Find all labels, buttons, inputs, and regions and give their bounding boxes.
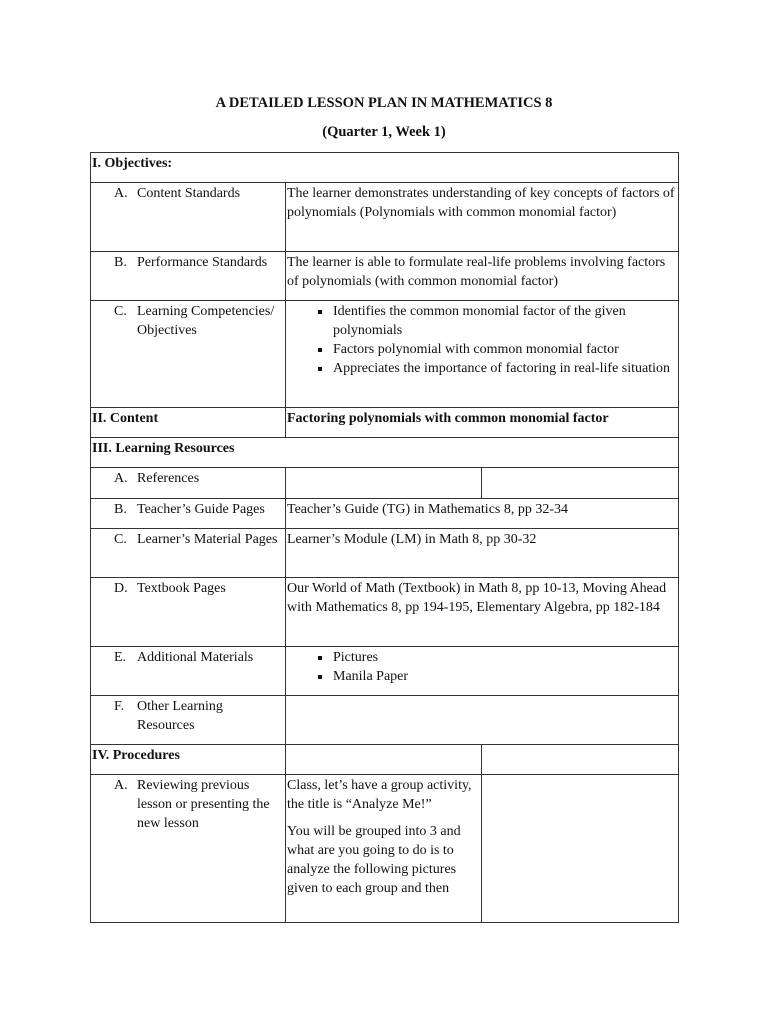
content-standards-row <box>91 183 679 252</box>
item-letter: A. <box>114 471 128 486</box>
competencies-label: Learning Competencies/ Objectives <box>137 304 275 338</box>
reviewing-paragraph-2: You will be grouped into 3 and what are you going to do is to analyze the following pictures given to each group and then <box>287 824 461 896</box>
reviewing-label: Reviewing previous lesson or presenting the new lesson <box>137 778 270 831</box>
references-label-cell <box>91 468 286 499</box>
competencies-row <box>91 301 679 408</box>
competencies-label-cell <box>91 301 286 408</box>
list-item: ▪ Factors polynomial with common monomial factor <box>332 340 676 359</box>
page-subtitle: (Quarter 1, Week 1) <box>322 124 446 140</box>
list-item: ▪ Pictures <box>332 648 676 667</box>
content-standards-label-cell <box>91 183 286 252</box>
item-letter: C. <box>114 304 127 319</box>
content-row <box>91 408 679 438</box>
additional-materials-list <box>287 648 676 686</box>
teachers-guide-label-cell <box>91 499 286 529</box>
additional-materials-list-cell <box>286 647 679 696</box>
other-resources-row <box>91 696 679 745</box>
performance-standards-label: Performance Standards <box>137 255 268 270</box>
reviewing-paragraph-1: Class, let’s have a group activity, the title is “Analyze Me!” <box>287 778 472 812</box>
textbook-label: Textbook Pages <box>137 581 226 596</box>
resources-header-row <box>91 438 679 468</box>
teachers-guide-text: Teacher’s Guide (TG) in Mathematics 8, pp 32-34 <box>286 499 679 529</box>
resources-header: III. Learning Resources <box>91 438 679 468</box>
lesson-plan-table <box>90 152 679 923</box>
objectives-header: I. Objectives: <box>91 153 679 183</box>
item-letter: E. <box>114 650 127 665</box>
teachers-guide-label: Teacher’s Guide Pages <box>137 502 265 517</box>
performance-standards-text: The learner is able to formulate real-life problems involving factors of polynomials (with common monomial factor) <box>286 252 679 301</box>
learners-material-label-cell <box>91 529 286 578</box>
textbook-row <box>91 578 679 647</box>
textbook-text: Our World of Math (Textbook) in Math 8, pp 10-13, Moving Ahead with Mathematics 8, pp 194-195, Elementary Algebra, pp 182-184 <box>286 578 679 647</box>
learners-material-label: Learner’s Material Pages <box>137 532 278 547</box>
page-title: A DETAILED LESSON PLAN IN MATHEMATICS 8 <box>215 95 553 111</box>
item-letter: A. <box>114 186 128 201</box>
procedures-header: IV. Procedures <box>91 745 286 775</box>
reviewing-label-cell <box>91 775 286 923</box>
content-header: II. Content <box>91 408 286 438</box>
learners-material-text: Learner’s Module (LM) in Math 8, pp 30-32 <box>286 529 679 578</box>
reviewing-notes-cell <box>482 775 679 923</box>
procedures-header-cell-2 <box>482 745 679 775</box>
additional-materials-label: Additional Materials <box>137 650 254 665</box>
item-letter: D. <box>114 581 128 596</box>
other-resources-label: Other Learning Resources <box>137 699 223 733</box>
other-resources-label-cell <box>91 696 286 745</box>
item-letter: F. <box>114 699 125 714</box>
other-resources-cell <box>286 696 679 745</box>
content-standards-text: The learner demonstrates understanding of key concepts of factors of polynomials (Polynomials with common monomial factor) <box>286 183 679 252</box>
reviewing-text-cell <box>286 775 482 923</box>
references-row <box>91 468 679 499</box>
additional-materials-label-cell <box>91 647 286 696</box>
performance-standards-row <box>91 252 679 301</box>
textbook-label-cell <box>91 578 286 647</box>
content-standards-label: Content Standards <box>137 186 241 201</box>
item-letter: B. <box>114 255 127 270</box>
performance-standards-label-cell <box>91 252 286 301</box>
list-item: ▪ Manila Paper <box>332 667 676 686</box>
additional-materials-row <box>91 647 679 696</box>
content-text: Factoring polynomials with common monomial factor <box>286 408 679 438</box>
procedures-header-row <box>91 745 679 775</box>
item-letter: B. <box>114 502 127 517</box>
procedures-header-cell-1 <box>286 745 482 775</box>
references-label: References <box>137 471 200 486</box>
reviewing-row <box>91 775 679 923</box>
list-item: ▪ Appreciates the importance of factoring in real-life situation <box>332 359 676 378</box>
competencies-list-cell <box>286 301 679 408</box>
references-cell-1 <box>286 468 482 499</box>
item-letter: C. <box>114 532 127 547</box>
list-item: ▪ Identifies the common monomial factor of the given polynomials <box>332 302 676 340</box>
competencies-list <box>287 302 676 378</box>
objectives-header-row <box>91 153 679 183</box>
references-cell-2 <box>482 468 679 499</box>
teachers-guide-row <box>91 499 679 529</box>
item-letter: A. <box>114 778 128 793</box>
learners-material-row <box>91 529 679 578</box>
